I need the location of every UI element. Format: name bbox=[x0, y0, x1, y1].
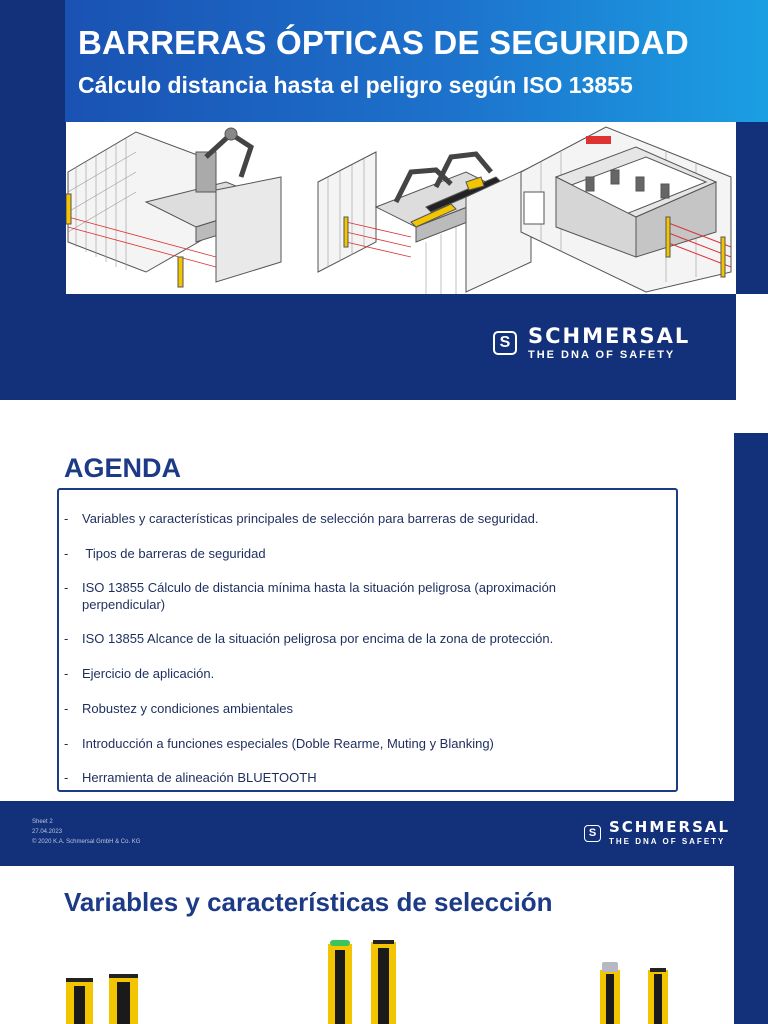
slide-footer bbox=[0, 801, 768, 866]
schmersal-logo-icon: S bbox=[584, 825, 601, 842]
light-curtain-pair-muting-icon bbox=[600, 962, 668, 1024]
agenda-heading: AGENDA bbox=[64, 453, 182, 483]
slide-title: BARRERAS ÓPTICAS DE SEGURIDAD bbox=[78, 24, 689, 61]
agenda-slide bbox=[0, 433, 768, 866]
list-item: - Robustez y condiciones ambientales bbox=[64, 701, 294, 716]
brand-tagline: THE DNA OF SAFETY bbox=[609, 837, 726, 846]
list-item: - ISO 13855 Alcance de la situación peligrosa por encima de la zona de protección. bbox=[64, 631, 554, 646]
brand-logo bbox=[584, 819, 730, 847]
corner-cutout bbox=[736, 294, 768, 400]
product-row bbox=[0, 936, 734, 1024]
list-item: - Ejercicio de aplicación. bbox=[64, 666, 215, 681]
side-accent-bar bbox=[734, 433, 768, 801]
machine-line-enclosure-icon bbox=[521, 127, 731, 292]
side-accent-bar bbox=[734, 866, 768, 1024]
schmersal-logo-icon: S bbox=[493, 331, 517, 355]
list-item: - Introducción a funciones especiales (Doble Rearme, Muting y Blanking) bbox=[64, 736, 494, 751]
light-curtain-pair-small-icon bbox=[66, 974, 138, 1024]
light-curtain-pair-tall-icon bbox=[328, 940, 396, 1024]
robot-cell-perpendicular-icon bbox=[66, 128, 281, 287]
title-banner bbox=[65, 0, 768, 122]
list-item: - Variables y características principales de selección para barreras de seguridad. bbox=[64, 511, 539, 526]
title-slide bbox=[0, 0, 768, 400]
slide-subtitle: Cálculo distancia hasta el peligro según ISO 13855 bbox=[78, 72, 633, 98]
agenda-list bbox=[57, 488, 678, 792]
corner-curve bbox=[700, 360, 736, 400]
illustration-strip bbox=[66, 122, 736, 294]
robot-cell-light-curtain-icon bbox=[318, 152, 531, 294]
list-item: - Herramienta de alineación BLUETOOTH bbox=[64, 770, 317, 785]
list-item: - Tipos de barreras de seguridad bbox=[64, 546, 266, 561]
brand-tagline: THE DNA OF SAFETY bbox=[528, 349, 676, 361]
footer-date: 27.04.2023 bbox=[32, 829, 63, 835]
footer-meta bbox=[32, 817, 140, 847]
copyright: © 2020 K.A. Schmersal GmbH & Co. KG bbox=[32, 839, 141, 845]
list-item: - ISO 13855 Cálculo de distancia mínima hasta la situación peligrosa (aproximación perpendicular) bbox=[64, 580, 557, 612]
selection-heading: Variables y características de selección bbox=[64, 887, 553, 917]
brand-name: SCHMERSAL bbox=[528, 324, 691, 348]
brand-name: SCHMERSAL bbox=[609, 818, 731, 836]
brand-logo bbox=[493, 324, 690, 362]
sheet-number: Sheet 2 bbox=[32, 819, 53, 825]
selection-slide bbox=[0, 866, 768, 1024]
